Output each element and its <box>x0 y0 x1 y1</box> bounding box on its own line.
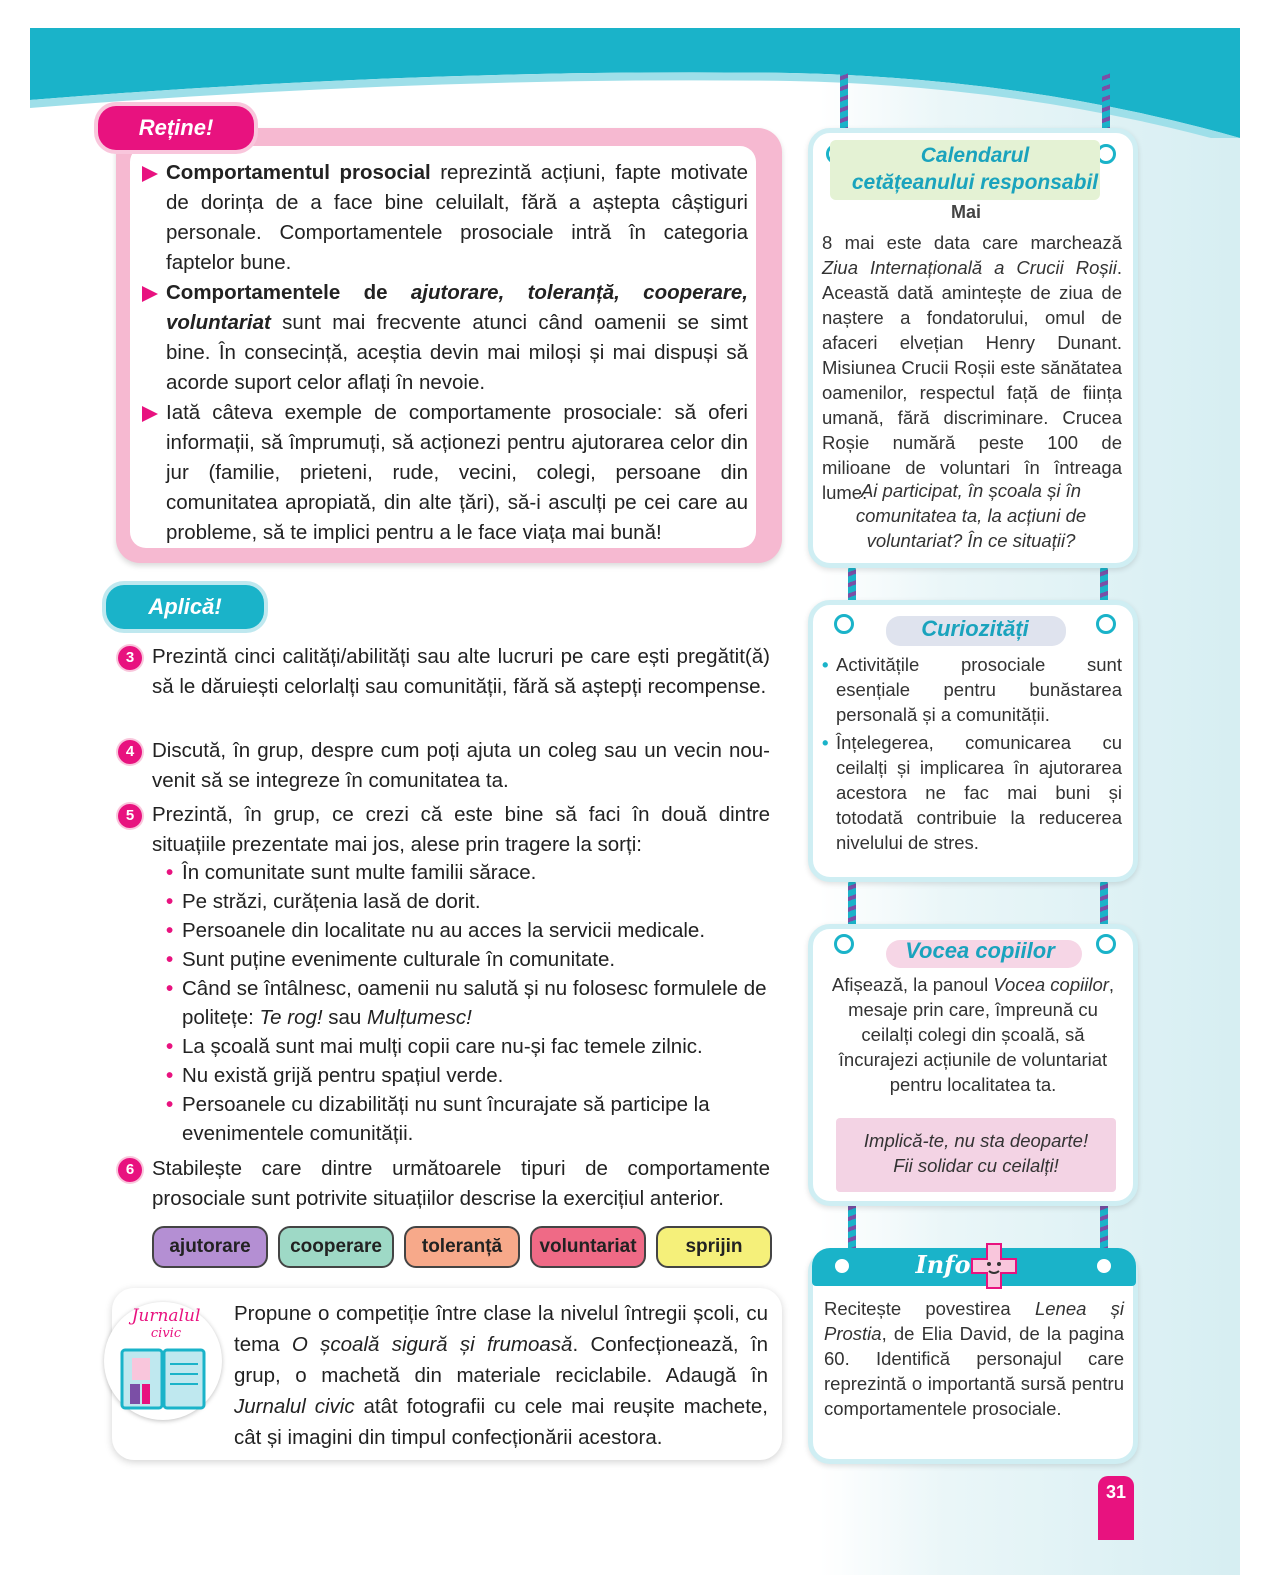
exercise-number: 4 <box>118 740 142 764</box>
retine-list <box>140 158 748 548</box>
calendar-title <box>820 142 1130 196</box>
exercise-4 <box>118 736 770 796</box>
info-text-italic: Lenea și Prostia <box>824 1298 1124 1344</box>
jurnal-text-italic: Jurnalul civic <box>234 1395 355 1418</box>
jurnal-title-line1: Jurnalul <box>131 1306 201 1326</box>
retine-item-bold: Comportamentele de <box>166 281 411 304</box>
retine-item <box>140 158 748 278</box>
exercise-number: 5 <box>118 804 142 828</box>
exercise-text: Prezintă cinci calități/abilități sau alte lucruri pe care ești pregătit(ă) să le dăruiești celorlalți sau comunității, fără să aștepți recompense. <box>152 645 770 698</box>
list-item <box>166 974 772 1032</box>
list-item: • La școală sunt mai mulți copii care nu-și fac temele zilnic. <box>166 1032 772 1061</box>
notebook-icon <box>118 1344 208 1412</box>
jurnal-civic-badge <box>104 1302 222 1420</box>
cross-icon <box>970 1242 1018 1290</box>
triangle-bullet-icon <box>142 406 158 422</box>
exercise-3 <box>118 642 770 702</box>
info-title: Info <box>915 1250 971 1279</box>
retine-item-bold: Comportamentul prosocial <box>166 161 431 184</box>
ring-icon <box>832 1256 852 1276</box>
list-item-text: Când se întâlnesc, oamenii nu salută și nu folosesc formulele de politețe: <box>182 977 767 1029</box>
bullet-dot-icon: • <box>822 732 829 753</box>
vocea-text-italic: Vocea copiilor <box>993 974 1109 995</box>
list-item: • Persoanele cu dizabilități nu sunt încurajate să participe la evenimentele comunității. <box>166 1090 772 1148</box>
exercise-6 <box>118 1154 770 1214</box>
aplica-label: Aplică! <box>106 585 264 629</box>
jurnal-text-part: . Confecționează, în grup, o machetă din materiale reciclabile. Adaugă în <box>234 1333 769 1387</box>
jurnal-text-italic: O școală sigură și frumoasă <box>291 1333 573 1356</box>
list-item <box>822 652 1122 727</box>
behavior-tags <box>152 1226 772 1268</box>
exercise-text: Discută, în grup, despre cum poți ajuta un coleg sau un vecin nou-venit să se integreze în comunitatea ta. <box>152 739 770 792</box>
calendar-text-italic: Ziua Internațională a Crucii Roșii <box>822 257 1117 278</box>
retine-label: Reține! <box>98 106 254 150</box>
exercise-text: Stabilește care dintre următoarele tipuri de comportamente prosociale sunt potrivite situațiilor descrise la exercițiul anterior. <box>152 1157 770 1210</box>
retine-item <box>140 278 748 398</box>
vocea-slogan-line1: Implică-te, nu sta deoparte! <box>863 1130 1089 1151</box>
curiozitati-list <box>822 652 1122 855</box>
info-text-part: Recitește povestirea <box>824 1298 1035 1319</box>
tag-voluntariat: voluntariat <box>530 1226 646 1268</box>
jurnal-title-line2: civic <box>150 1326 182 1341</box>
calendar-month: Mai <box>950 202 981 222</box>
jurnal-text-part: atât fotografii cu cele mai reușite machete, cât și imagini din timpul confecționării acestora. <box>234 1395 768 1449</box>
info-text <box>824 1296 1124 1421</box>
list-item: • Pe străzi, curățenia lasă de dorit. <box>166 887 772 916</box>
list-item: • Nu există grijă pentru spațiul verde. <box>166 1061 772 1090</box>
situations-list <box>166 858 772 1148</box>
list-item <box>822 730 1122 855</box>
calendar-title-line1: Calendarul <box>920 144 1030 167</box>
bullet-dot-icon: • <box>822 654 829 675</box>
retine-item <box>140 398 748 548</box>
list-item: • În comunitate sunt multe familii sărace. <box>166 858 772 887</box>
retine-item-italic: ajutorare, toleranță, cooperare, voluntariat <box>166 281 748 334</box>
retine-item-text: sunt mai frecvente atunci când oamenii se simt bine. În consecință, aceștia devin mai miloși și mai dispuși să acorde suport celor aflați în nevoie. <box>166 311 748 394</box>
list-item: • Sunt puține evenimente culturale în comunitate. <box>166 945 772 974</box>
exercise-text: Prezintă, în grup, ce crezi că este bine să faci în două dintre situațiile prezentate mai jos, alese prin tragere la sorți: <box>152 803 770 856</box>
info-text-part: , de Elia David, de la pagina 60. Identifică personajul care reprezintă o importantă sursă pentru comportamentele prosociale. <box>824 1323 1124 1419</box>
exercise-5 <box>118 800 770 860</box>
tag-sprijin: sprijin <box>656 1226 772 1268</box>
ring-icon <box>834 614 854 634</box>
list-item-text: Înțelegerea, comunicarea cu ceilalți și implicarea în ajutorarea acestora ne fac mai buni și totodată contribuie la reducerea nivelului de stres. <box>836 732 1122 853</box>
ring-icon <box>1096 614 1116 634</box>
exercise-number: 3 <box>118 646 142 670</box>
vocea-slogan <box>840 1128 1112 1178</box>
jurnal-text <box>234 1298 768 1453</box>
list-item-text: sau <box>322 1006 368 1029</box>
tag-cooperare: cooperare <box>278 1226 394 1268</box>
vocea-title: Vocea copiilor <box>905 938 1055 963</box>
list-item-text: Activitățile prosociale sunt esențiale pentru bunăstarea personală și a comunității. <box>836 654 1122 725</box>
triangle-bullet-icon <box>142 166 158 182</box>
calendar-text <box>822 230 1122 505</box>
exercise-number: 6 <box>118 1158 142 1182</box>
page-number: 31 <box>1098 1476 1134 1540</box>
calendar-text-part: 8 mai este data care marchează <box>822 232 1122 253</box>
ring-icon <box>834 934 854 954</box>
jurnal-text-part: Propune o competiție între clase la nivelul întregii școli, cu tema <box>234 1302 768 1356</box>
tag-ajutorare: ajutorare <box>152 1226 268 1268</box>
retine-item-text: Iată câteva exemple de comportamente prosociale: să oferi informații, să împrumuți, să acționezi pentru ajutorarea celor din jur (familie, prieteni, rude, vecini, colegi, persoane din comunitatea apropiată, din alte țări), să-i asculți pe cei care au probleme, să te implici pentru a le face viața mai bună! <box>166 401 748 544</box>
vocea-text <box>822 972 1124 1097</box>
vocea-text-part: Afișează, la panoul <box>831 974 994 995</box>
triangle-bullet-icon <box>142 286 158 302</box>
calendar-question: Ai participat, în școala și în comunitatea ta, la acțiuni de voluntariat? În ce situații? <box>855 480 1087 551</box>
list-item-italic: Te rog! <box>259 1006 323 1029</box>
vocea-text-part: , mesaje prin care, împreună cu ceilalți colegi din școală, să încurajezi acțiunile de voluntariat pentru localitatea ta. <box>838 974 1115 1095</box>
curiozitati-title: Curiozități <box>921 616 1029 641</box>
tag-toleranta: toleranță <box>404 1226 520 1268</box>
retine-item-text: reprezintă acțiuni, fapte motivate de dorința de a face bine celuilalt, fără a aștepta câștiguri personale. Comportamentele prosociale intră în categoria faptelor bune. <box>166 161 749 274</box>
list-item: • Persoanele din localitate nu au acces la servicii medicale. <box>166 916 772 945</box>
vocea-slogan-line2: Fii solidar cu ceilalți! <box>893 1155 1059 1176</box>
calendar-title-line2: cetățeanului responsabil <box>851 171 1099 194</box>
calendar-text-part: . Această dată amintește de ziua de naștere a fondatorului, omul de afaceri elvețian Henry Dunant. Misiunea Crucii Roșii este sănătatea oamenilor, respectul față de ființa umană, fără discriminare. Crucea Roșie numără peste 100 de milioane de voluntari în întreaga lume. <box>822 257 1122 503</box>
list-item-italic: Mulțumesc! <box>367 1006 472 1029</box>
ring-icon <box>1094 1256 1114 1276</box>
